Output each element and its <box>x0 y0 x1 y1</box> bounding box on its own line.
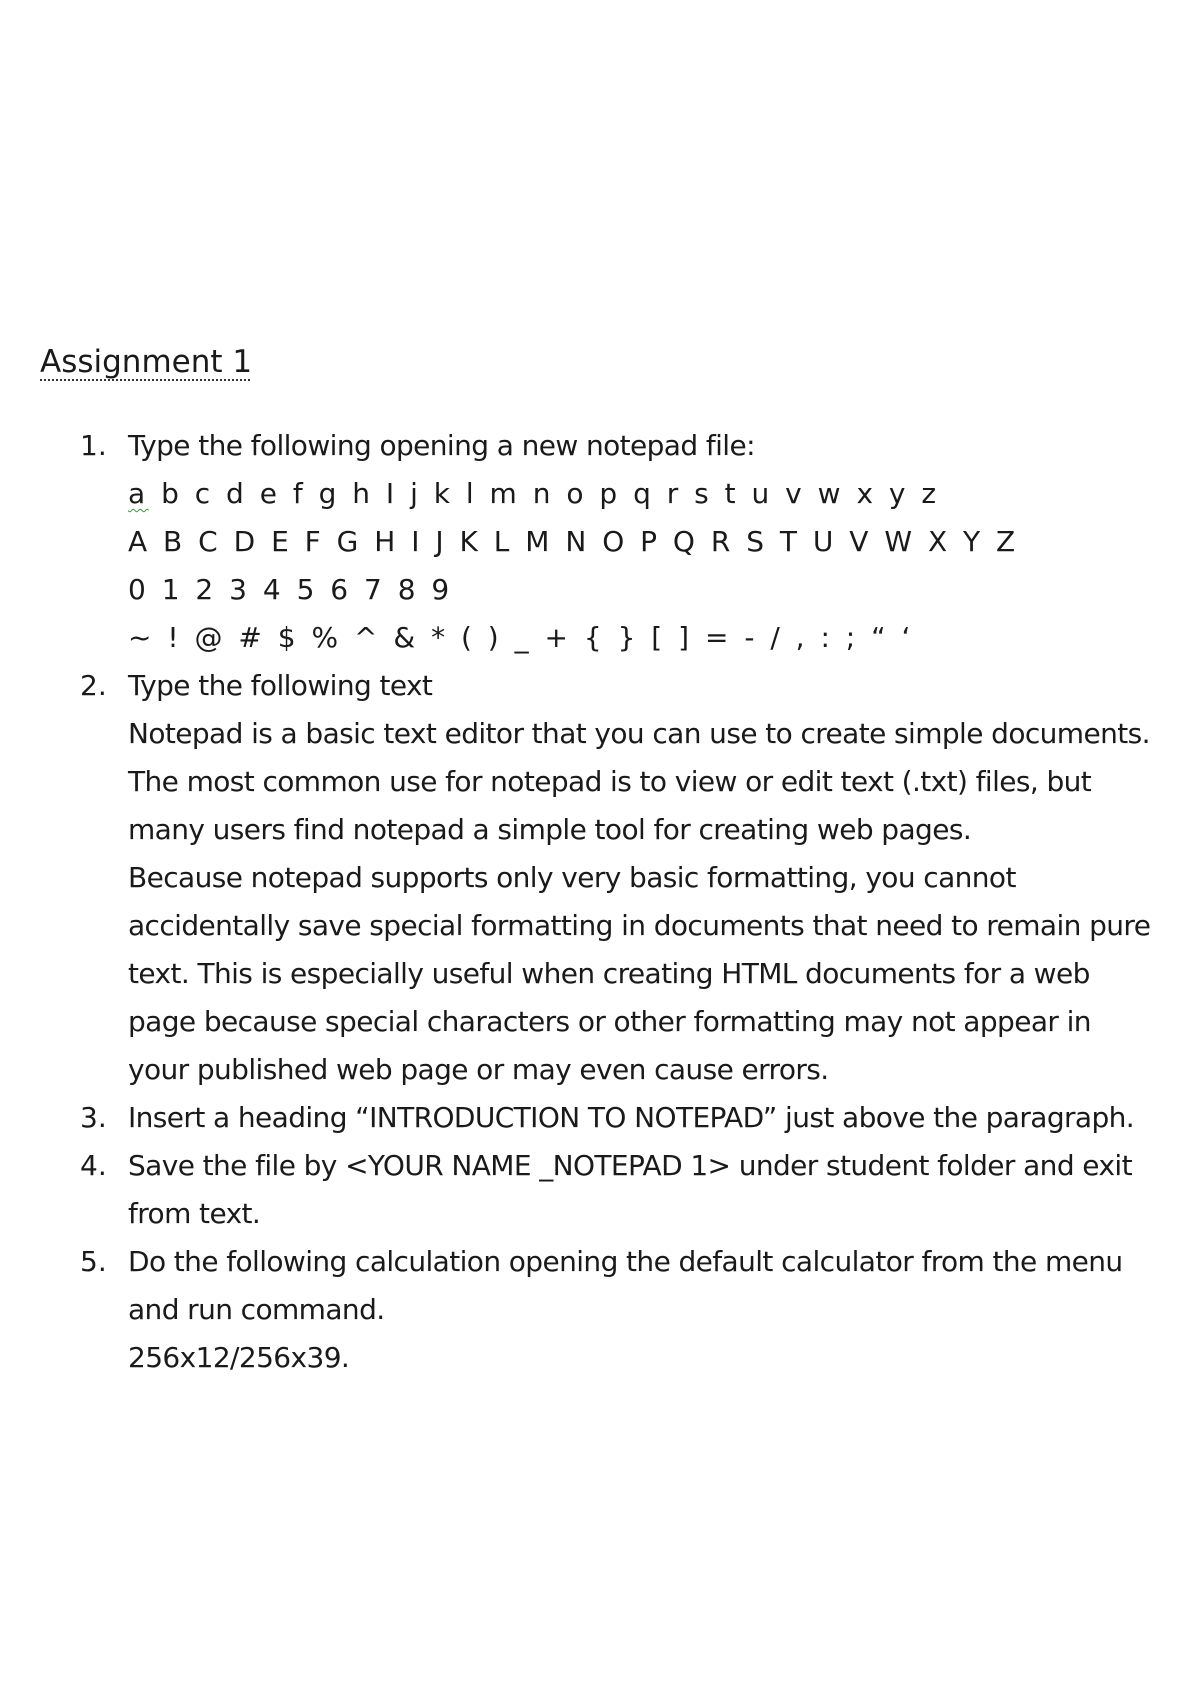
list-item <box>80 1238 1190 1382</box>
item-number: 2. <box>80 669 107 702</box>
item-text-line: The most common use for notepad is to view or edit text (.txt) files, but <box>128 765 1092 798</box>
item-number: 1. <box>80 429 107 462</box>
item-text-line: Type the following opening a new notepad file: <box>128 429 755 462</box>
item-text-line: your published web page or may even cause errors. <box>128 1053 829 1086</box>
item-text-line: Type the following text <box>128 669 433 702</box>
calculation-expression: 256x12/256x39. <box>128 1341 350 1374</box>
instruction-list <box>80 422 1190 1382</box>
list-item <box>80 662 1190 1094</box>
item-text-line: Save the file by <YOUR NAME _NOTEPAD 1> under student folder and exit <box>128 1149 1132 1182</box>
symbols-line: ~ ! @ # $ % ^ & * ( ) _ + { } [ ] = - / , : ; “ ‘ <box>128 621 914 654</box>
item-text-line: text. This is especially useful when creating HTML documents for a web <box>128 957 1090 990</box>
uppercase-alphabet-line: A B C D E F G H I J K L M N O P Q R S T U V W X Y Z <box>128 525 1019 558</box>
item-text-line: Notepad is a basic text editor that you can use to create simple documents. <box>128 717 1150 750</box>
item-number: 5. <box>80 1245 107 1278</box>
lowercase-alphabet-line <box>128 470 1190 518</box>
item-text-line: and run command. <box>128 1293 385 1326</box>
list-item <box>80 1142 1190 1238</box>
item-text-line: from text. <box>128 1197 261 1230</box>
digits-line: 0 1 2 3 4 5 6 7 8 9 <box>128 573 453 606</box>
item-text-line: Because notepad supports only very basic formatting, you cannot <box>128 861 1016 894</box>
list-item <box>80 422 1190 662</box>
assignment-title: Assignment 1 <box>40 344 253 380</box>
item-text-line: page because special characters or other formatting may not appear in <box>128 1005 1091 1038</box>
item-text-line: Insert a heading “INTRODUCTION TO NOTEPAD” just above the paragraph. <box>128 1101 1135 1134</box>
item-text-line: Do the following calculation opening the default calculator from the menu <box>128 1245 1123 1278</box>
item-number: 4. <box>80 1149 107 1182</box>
spelling-mark: a <box>128 477 149 510</box>
item-number: 3. <box>80 1101 107 1134</box>
list-item <box>80 1094 1190 1142</box>
item-text-line: accidentally save special formatting in documents that need to remain pure <box>128 909 1151 942</box>
lowercase-alphabet-rest: b c d e f g h I j k l m n o p q r s t u v w x y z <box>161 477 940 510</box>
item-text-line: many users find notepad a simple tool for creating web pages. <box>128 813 972 846</box>
